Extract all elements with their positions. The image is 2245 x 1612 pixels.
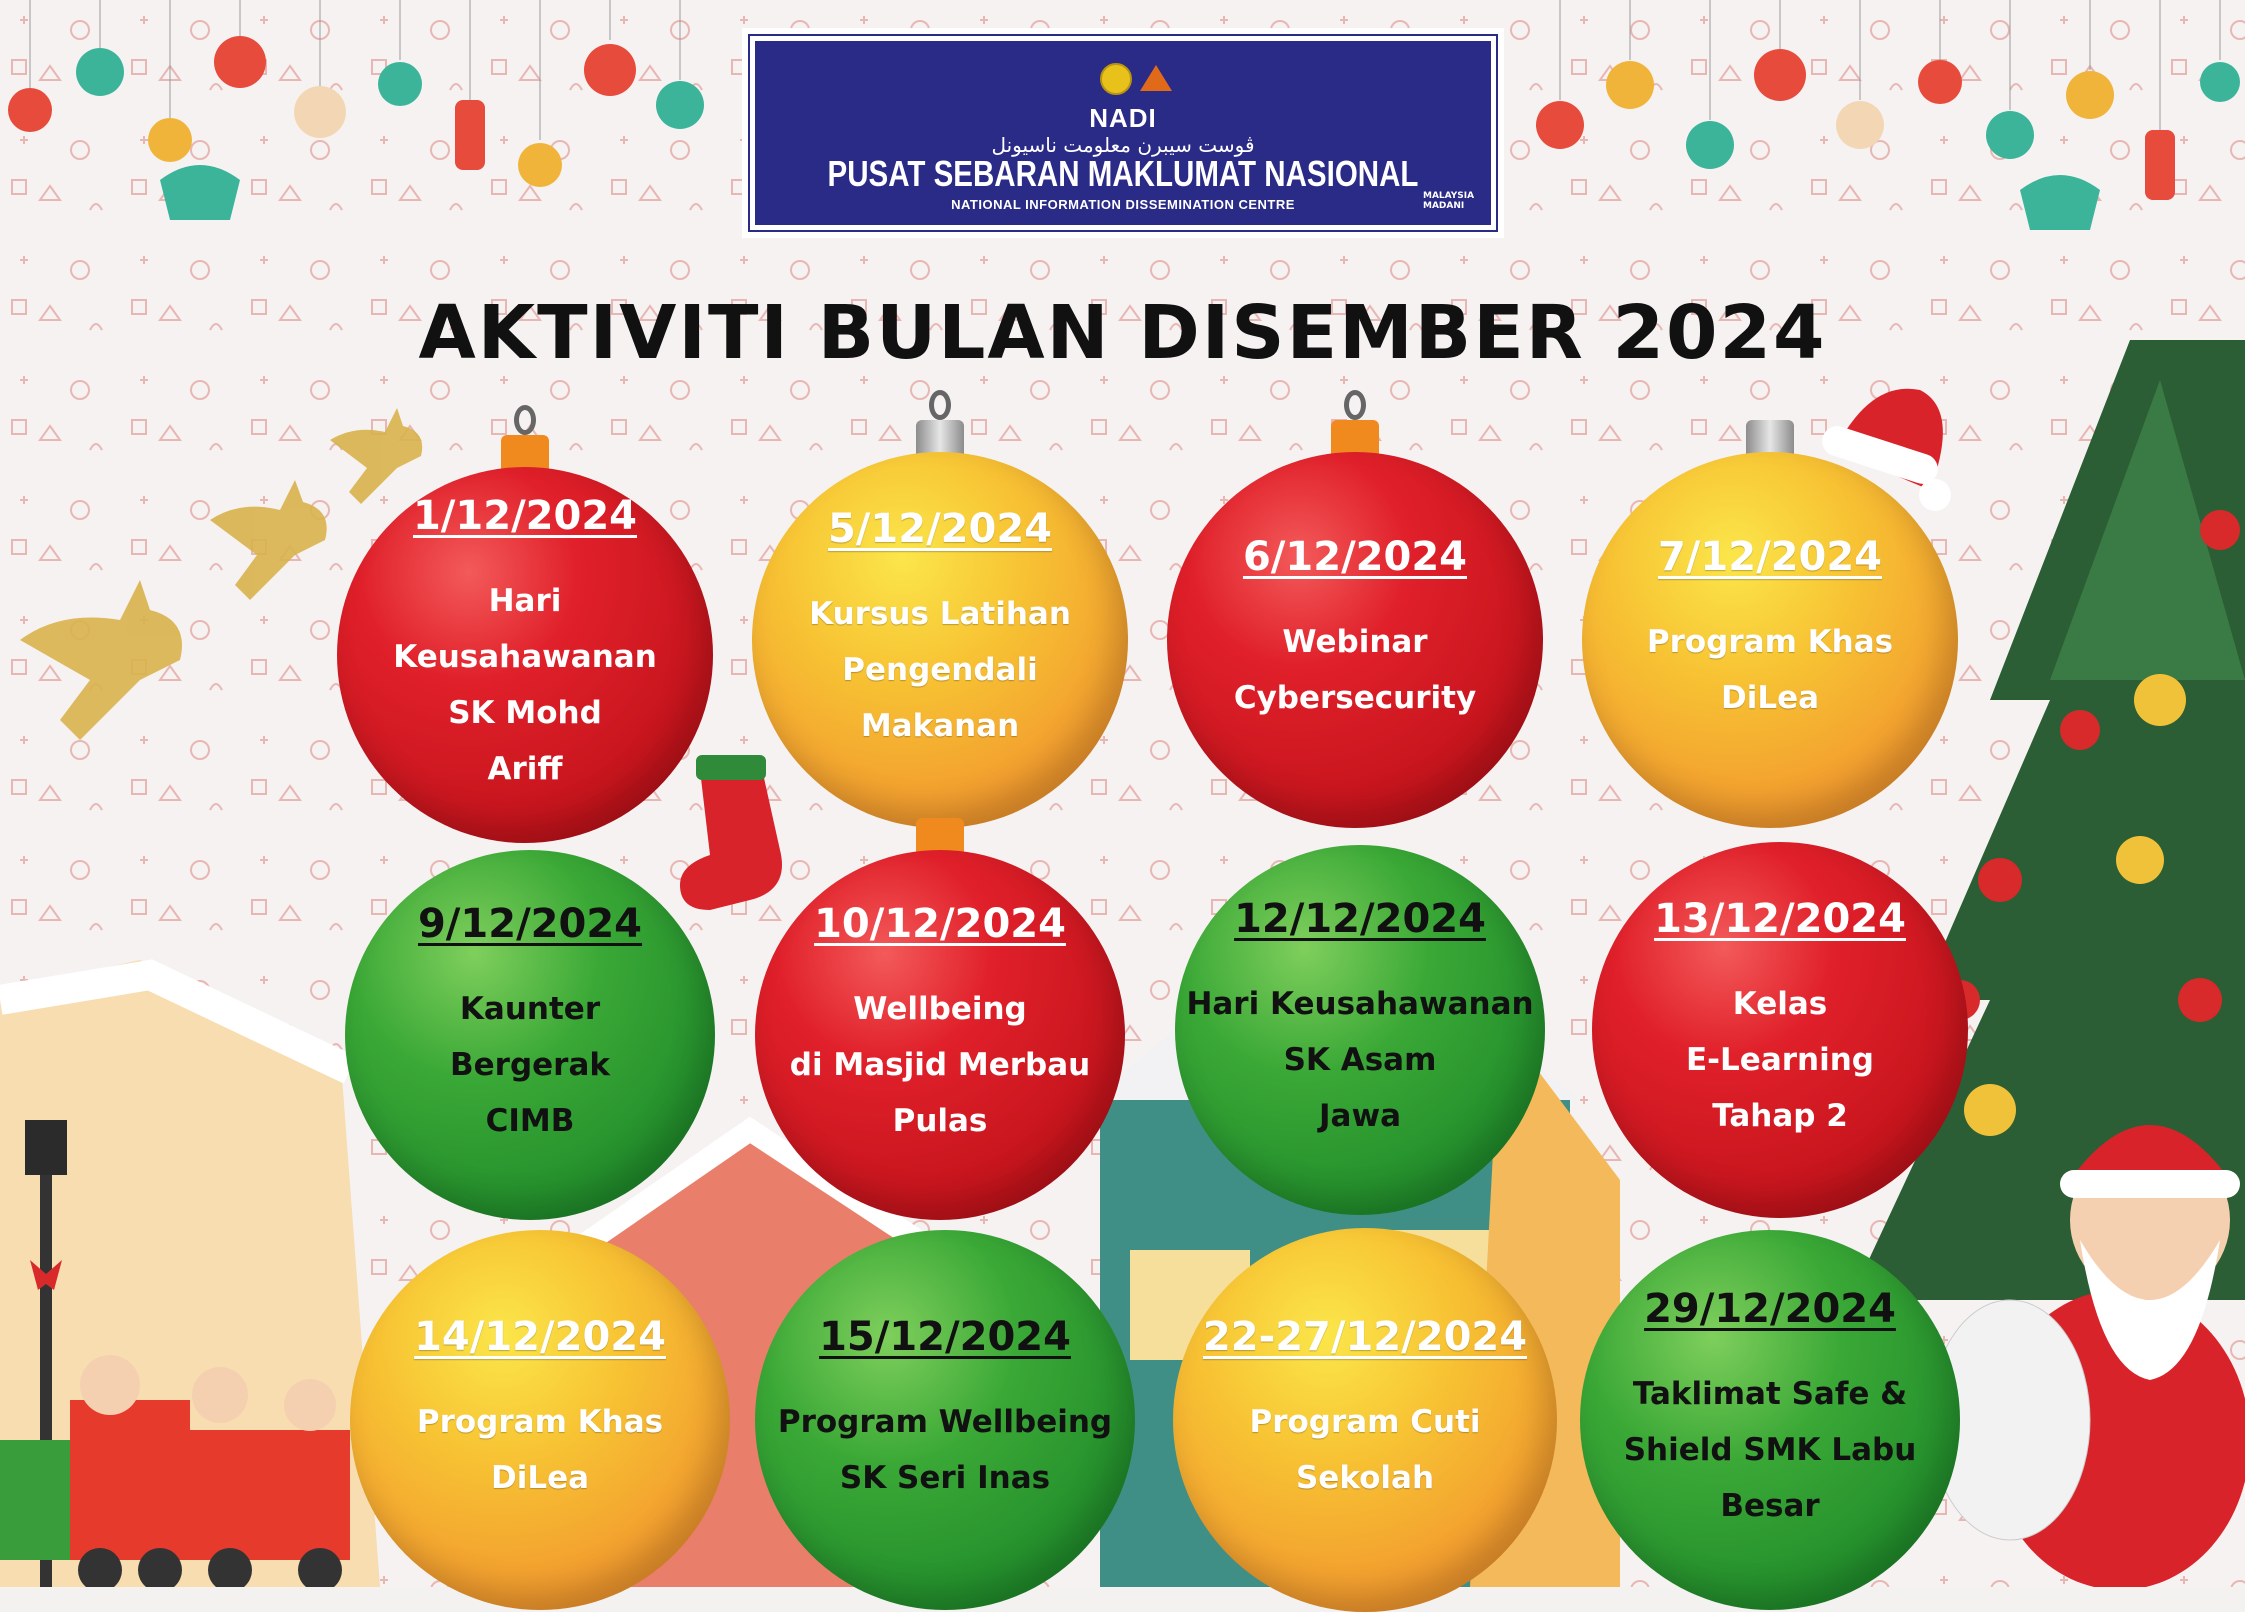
- activity-ornament: [1580, 1230, 1960, 1610]
- activity-description-line: DiLea: [490, 1460, 590, 1496]
- activity-description-line: Shield SMK Labu: [1623, 1432, 1917, 1468]
- banner-brand: NADI: [1089, 103, 1157, 133]
- activity-description-line: Tahap 2: [1712, 1098, 1848, 1134]
- activity-description-line: Bergerak: [450, 1047, 610, 1083]
- page-title: AKTIVITI BULAN DISEMBER 2024: [418, 290, 1827, 376]
- activity-description-line: Besar: [1720, 1488, 1820, 1524]
- activity-date: 5/12/2024: [827, 506, 1053, 552]
- activity-description-line: Pulas: [892, 1103, 988, 1139]
- nadi-banner-panel: [750, 36, 1496, 230]
- activity-date: 13/12/2024: [1654, 896, 1906, 942]
- activity-ornament: [1167, 452, 1543, 828]
- activity-description-line: Program Cuti: [1249, 1404, 1481, 1440]
- activity-ornament: [752, 452, 1128, 828]
- malaysia-madani-logo: MALAYSIA MADANI: [1423, 191, 1475, 211]
- activity-description-line: Hari Keusahawanan: [1186, 986, 1534, 1022]
- activity-description-line: Kelas: [1732, 986, 1828, 1022]
- activity-description-line: Hari: [488, 583, 562, 619]
- activity-description-line: Webinar: [1282, 624, 1428, 660]
- activity-description-line: di Masjid Merbau: [789, 1047, 1091, 1083]
- activity-description-line: Program Khas: [1646, 624, 1894, 660]
- ornament-hook: [929, 390, 951, 420]
- activity-ornament: [350, 1230, 730, 1610]
- activity-ornament: [1582, 452, 1958, 828]
- malaysia-crest-icon: [1100, 63, 1132, 95]
- activity-description-line: E-Learning: [1686, 1042, 1874, 1078]
- activity-description-line: Pengendali: [842, 652, 1038, 688]
- activity-date: 1/12/2024: [412, 493, 638, 539]
- banner-subtitle: NATIONAL INFORMATION DISSEMINATION CENTRE: [951, 197, 1295, 212]
- activity-ornament: [1173, 1228, 1557, 1612]
- activity-description-line: SK Mohd: [448, 695, 602, 731]
- activity-description-line: Cybersecurity: [1233, 680, 1477, 716]
- activity-description-line: Ariff: [487, 751, 563, 787]
- activity-description-line: SK Asam: [1283, 1042, 1437, 1078]
- activity-date: 6/12/2024: [1242, 534, 1468, 580]
- activity-ornament: [755, 1230, 1135, 1610]
- activity-description-line: Program Khas: [416, 1404, 664, 1440]
- activity-ornament: [755, 850, 1125, 1220]
- activity-description-line: Keusahawanan: [393, 639, 657, 675]
- activity-ornament: [345, 850, 715, 1220]
- activity-ornament: [1592, 842, 1968, 1218]
- activity-description-line: DiLea: [1720, 680, 1820, 716]
- ornament-hook: [1344, 390, 1366, 420]
- activity-date: 7/12/2024: [1657, 534, 1883, 580]
- banner-organisation-name: PUSAT SEBARAN MAKLUMAT NASIONAL: [827, 153, 1419, 194]
- banner-logos: [755, 63, 1491, 101]
- activity-ornament: [337, 467, 713, 843]
- activity-description-line: Sekolah: [1295, 1460, 1435, 1496]
- activity-date: 9/12/2024: [417, 901, 643, 947]
- activity-date: 14/12/2024: [414, 1314, 666, 1360]
- nadi-triangle-logo-icon: [1140, 65, 1172, 91]
- activity-date: 10/12/2024: [814, 901, 1066, 947]
- activity-date: 22-27/12/2024: [1202, 1314, 1528, 1360]
- activity-ornament: [1175, 845, 1545, 1215]
- activity-description-line: Wellbeing: [853, 991, 1027, 1027]
- banner-jawi-text: ڤوست سيبرن معلومت ناسيونل: [991, 133, 1255, 157]
- activity-date: 15/12/2024: [819, 1314, 1071, 1360]
- activity-description-line: CIMB: [485, 1103, 575, 1139]
- ornament-hook: [514, 405, 536, 435]
- activity-description-line: Kursus Latihan: [809, 596, 1071, 632]
- activity-description-line: Jawa: [1318, 1098, 1401, 1134]
- activity-description-line: Program Wellbeing: [777, 1404, 1113, 1440]
- activity-date: 29/12/2024: [1644, 1286, 1896, 1332]
- activity-description-line: Kaunter: [459, 991, 601, 1027]
- nadi-banner: [742, 28, 1504, 238]
- activity-date: 12/12/2024: [1234, 896, 1486, 942]
- activity-description-line: SK Seri Inas: [839, 1460, 1051, 1496]
- activity-description-line: Taklimat Safe &: [1632, 1376, 1908, 1412]
- activity-description-line: Makanan: [860, 708, 1020, 744]
